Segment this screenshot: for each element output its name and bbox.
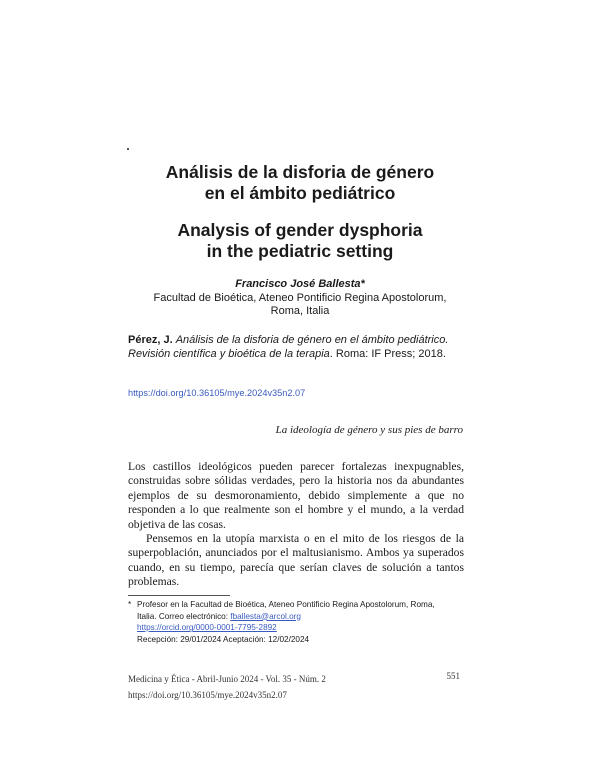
author-location: Roma, Italia xyxy=(270,305,330,317)
page-footer xyxy=(128,671,326,703)
footer-doi: https://doi.org/10.36105/mye.2024v35n2.07 xyxy=(128,690,287,700)
title-english-line1: Analysis of gender dysphoria xyxy=(177,220,423,240)
page-number: 551 xyxy=(446,671,460,681)
author-name: Francisco José Ballesta* xyxy=(235,278,365,290)
title-spanish xyxy=(100,162,500,204)
title-english-line2: in the pediatric setting xyxy=(206,241,394,261)
reviewed-publisher: . Roma: IF Press; 2018. xyxy=(329,347,446,360)
footnote-line1: Profesor en la Facultad de Bioética, Ateneo Pontificio Regina Apostolorum, Roma, xyxy=(137,600,435,609)
title-spanish-line2: en el ámbito pediátrico xyxy=(204,183,396,203)
footnote xyxy=(128,599,468,645)
title-spanish-line1: Análisis de la disforia de género xyxy=(165,162,435,182)
reviewed-title-line1: Análisis de la disforia de género en el ámbito pediátrico. xyxy=(175,334,449,346)
reviewed-work xyxy=(128,334,474,361)
author-block xyxy=(100,278,500,319)
footnote-divider xyxy=(128,595,230,596)
footnote-email-link[interactable]: fballesta@arcol.org xyxy=(230,611,301,621)
reviewed-title-line2: Revisión científica y bioética de la terapia xyxy=(128,347,330,360)
footnote-email-label: Italia. Correo electrónico: xyxy=(137,611,231,621)
paragraph-2: Pensemos en la utopía marxista o en el mito de los riesgos de la superpoblación, anunciados por el maltusianismo. Ambos ya superados cuando, en su tiempo, parecía que serían claves de solución a tantos problemas. xyxy=(128,532,464,589)
footnote-dates: Recepción: 29/01/2024 Aceptación: 12/02/2024 xyxy=(137,634,310,644)
author-affiliation: Facultad de Bioética, Ateneo Pontificio Regina Apostolorum, xyxy=(153,291,447,304)
stray-dot xyxy=(127,148,129,150)
footnote-mark: * xyxy=(128,600,132,609)
paragraph-1: Los castillos ideológicos pueden parecer fortalezas inexpugnables, construidas sobre sólidas verdades, pero la historia nos da abundantes ejemplos de su desmoronamiento, debido simplemente a que no responden a lo que realmente son el hombre y el mundo, a la verdad objetiva de las cosas. xyxy=(128,460,464,531)
body-text xyxy=(128,460,464,590)
footer-journal: Medicina y Ética - Abril-Junio 2024 - Vol. 35 - Núm. 2 xyxy=(128,674,326,684)
title-english xyxy=(100,220,500,262)
section-title: La ideología de género y sus pies de barro xyxy=(275,424,463,436)
footnote-orcid-link[interactable]: https://orcid.org/0000-0001-7795-2892 xyxy=(137,623,277,633)
doi-link[interactable]: https://doi.org/10.36105/mye.2024v35n2.07 xyxy=(128,388,306,398)
reviewed-author: Pérez, J. xyxy=(128,334,173,346)
